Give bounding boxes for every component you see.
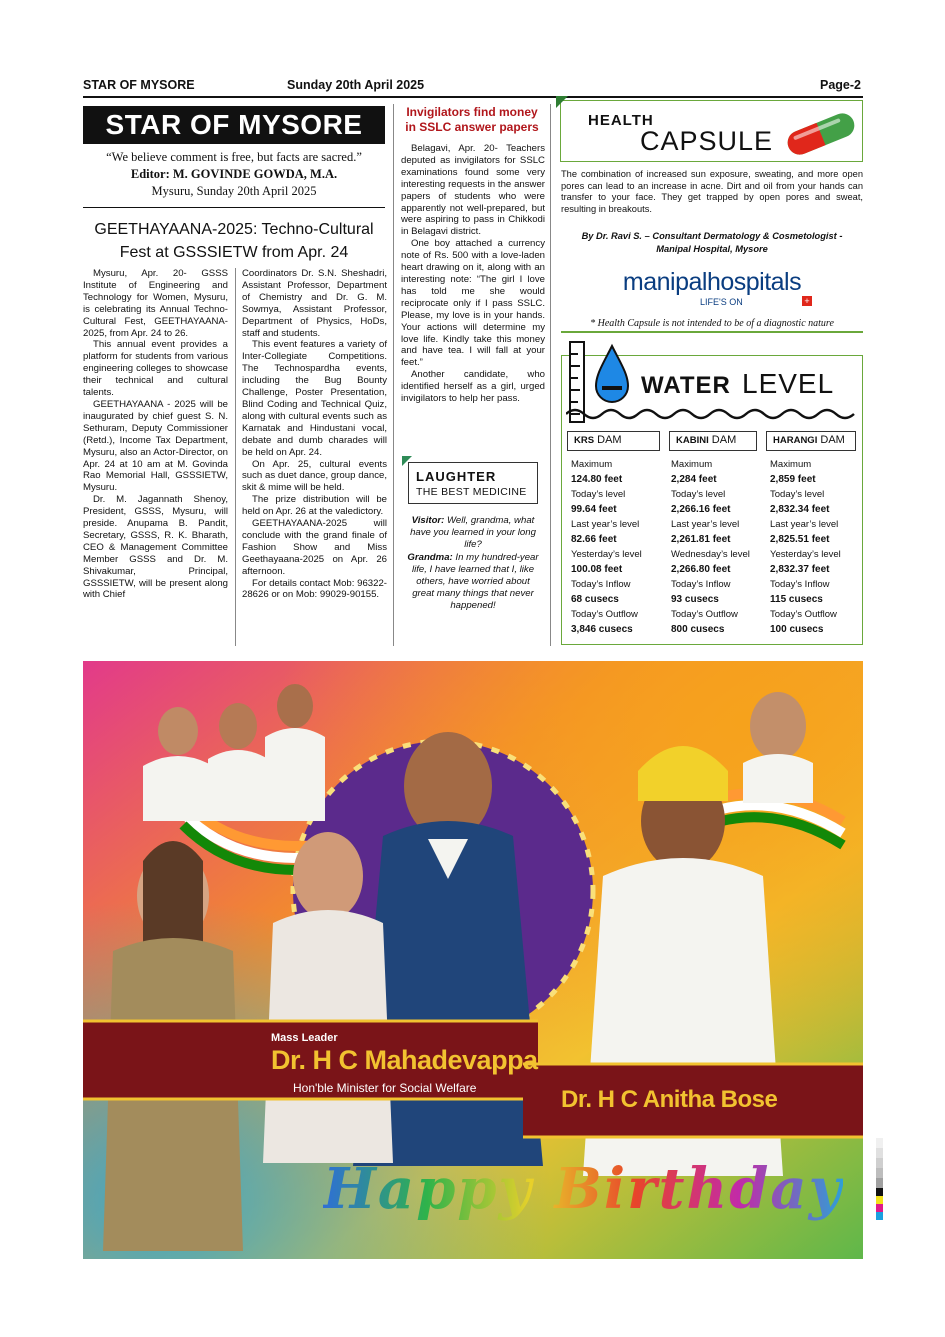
article-paragraph: This event features a variety of Inter-Collegiate Competitions. The Technospardha events, including the Bug Bounty Challenge, Poster Presentation, Blind Coding and Technical Quiz, along with cultural events such as Karnatak and Hindustani vocal, debate and dumb charades will be held on Apr. 24. [242,339,387,458]
dam-row-value: 3,846 cusecs [571,624,633,635]
banner-name: Dr. H C Mahadevappa [271,1045,538,1075]
dam-row-value: 2,266.16 feet [671,504,731,515]
header-rule [83,96,863,98]
dam-row-value: 800 cusecs [671,624,725,635]
dam-row-label: Last year’s level [571,519,640,530]
health-capsule-text: The combination of increased sun exposure, sweating, and more open pores can lead to an increase in acne. Dirt and oil from your hands can transfer to your face. They get trapped by open pores and sweat, resulting in breakouts. [561,169,863,215]
dam-code: KRS [574,435,595,446]
header-page-number: Page-2 [820,78,861,92]
invigilators-headline [399,105,545,135]
dam-row-value: 2,266.80 feet [671,564,731,575]
dam-row-label: Yesterday’s level [770,549,841,560]
manipal-hospitals-logo: manipalhospitals [622,268,802,296]
manipal-tagline: LIFE'S ON [700,297,743,307]
health-capsule-title-health: HEALTH [588,112,654,129]
dam-row-label: Today’s Outflow [770,609,837,620]
dam-row-label: Today’s level [671,489,726,500]
column-divider [393,104,394,646]
dam-suffix: DAM [711,434,737,446]
geethayaana-headline [83,218,385,264]
invigilators-headline-line1: Invigilators find money [406,105,538,119]
dam-row-value: 100 cusecs [770,624,824,635]
dam-row-value: 2,859 feet [770,474,816,485]
article-paragraph: The prize distribution will be held on Apr. 26 at the valedictory. [242,494,387,518]
laughter-joke [405,515,541,613]
manipal-plus-icon: + [802,296,812,306]
dam-row-label: Today’s level [571,489,626,500]
dam-row-label: Maximum [671,459,713,470]
dam-column-kabini [671,457,763,637]
health-capsule-author [561,230,863,255]
dam-header-krs [567,431,660,451]
dam-row-label: Maximum [571,459,613,470]
article-paragraph: GEETHAYAANA-2025 will conclude with the grand finale of Fashion Show and Miss Geethayaana-2025 on Apr. 26 afternoon. [242,518,387,577]
capsule-pill-icon [780,108,862,160]
article-paragraph: This annual event provides a platform for students from various engineering colleges to showcase their technical and cultural talents. [83,339,228,399]
water-level-title-level: LEVEL [742,368,835,399]
dam-column-krs [571,457,663,637]
column-divider [235,268,236,646]
dam-row-value: 115 cusecs [770,594,823,605]
geethayaana-column-1 [83,268,228,601]
article-paragraph: Coordinators Dr. S.N. Sheshadri, Assistant Professor, Department of Chemistry and Dr. G. M. Sowmya, Assistant Professor, Department of Physics, HoDs, staff and students. [242,268,387,339]
dam-row-label: Last year’s level [770,519,839,530]
dam-row-label: Today’s Inflow [770,579,830,590]
dam-row-value: 99.64 feet [571,504,617,515]
dam-row-value: 100.08 feet [571,564,623,575]
article-paragraph: Belagavi, Apr. 20- Teachers deputed as invigilators for SSLC examinations found some very interesting requests in the answer papers of students who were apparently not well-prepared, but were aspiring to pass in Chikkodi in Belagavi district. [401,143,545,238]
dam-row-value: 2,261.81 feet [671,534,731,545]
health-capsule-title-capsule: CAPSULE [640,126,774,156]
health-capsule-author-line2: Manipal Hospital, Mysore [656,243,768,254]
birthday-banner [83,661,863,1259]
dam-row-label: Today’s Inflow [571,579,631,590]
dam-suffix: DAM [597,434,622,446]
geethayaana-headline-line1: GEETHAYAANA-2025: Techno-Cultural [94,221,374,238]
dam-header-harangi [766,431,856,451]
article-paragraph: For details contact Mob: 96322-28626 or on Mob: 99029-90155. [242,577,387,601]
dam-row-label: Today’s Outflow [571,609,638,620]
article-paragraph: One boy attached a currency note of Rs. 500 with a love-laden heart drawing on it, along with an interesting note: “The girl I love has told me she would reciprocate only if I pass SSLC. Please, my love is in your hands. Your actions will determine my love life. Kindly take this money and have tea. I will fall at your feet.” [401,238,545,369]
water-waves-icon [566,404,858,424]
grandma-text: In my hundred-year life, I have learned that I, like others, have worried about great many things that never happened! [411,551,539,612]
header-paper-name: STAR OF MYSORE [83,78,195,92]
dam-row-label: Last year’s level [671,519,740,530]
masthead-editor: Editor: M. GOVINDE GOWDA, M.A. [130,167,338,181]
health-capsule-corner-accent [556,96,568,108]
print-registration-marks [876,1138,883,1238]
geethayaana-headline-line2: Fest at GSSSIETW from Apr. 24 [119,244,349,261]
dam-column-harangi [770,457,860,637]
banner-kicker: Mass Leader [271,1032,338,1044]
dam-row-value: 2,825.51 feet [770,534,830,545]
dam-row-label: Wednesday’s level [671,549,750,560]
dam-code: HARANGI [773,435,818,446]
banner-name-2: Dr. H C Anitha Bose [561,1086,778,1113]
laughter-subtitle: THE BEST MEDICINE [416,486,527,498]
geethayaana-column-2 [242,268,387,601]
banner-role: Hon'ble Minister for Social Welfare [293,1081,477,1095]
dam-row-label: Yesterday’s level [571,549,642,560]
visitor-label: Visitor: [411,515,445,526]
column-divider [550,104,551,646]
dam-row-label: Today’s Outflow [671,609,738,620]
dam-code: KABINI [676,435,709,446]
dam-row-value: 2,832.34 feet [770,504,830,515]
health-capsule-disclaimer: * Health Capsule is not intended to be of a diagnostic nature [590,318,834,329]
article-paragraph: Mysuru, Apr. 20- GSSS Institute of Engineering and Technology for Women, Mysuru, is celebrating its Annual Techno-Cultural Fest, GEETHAYAANA-2025, from Apr. 24 to 26. [83,268,228,339]
invigilators-article [401,143,545,405]
dam-header-kabini [669,431,757,451]
visitor-text: Well, grandma, what have you learned in your long life? [410,515,536,551]
dam-row-value: 82.66 feet [571,534,617,545]
masthead-dateline: Mysuru, Sunday 20th April 2025 [151,184,317,198]
water-level-title-water: WATER [641,372,731,399]
dam-row-value: 124.80 feet [571,474,623,485]
grandma-label: Grandma: [407,551,453,563]
article-paragraph: Another candidate, who identified herself as a girl, urged invigilators to help her pass. [401,369,545,405]
invigilators-headline-line2: in SSLC answer papers [405,120,539,134]
dam-row-label: Maximum [770,459,812,470]
masthead-quote: “We believe comment is free, but facts are sacred.” [106,150,362,164]
health-capsule-author-line1: By Dr. Ravi S. – Consultant Dermatology & Cosmetologist - [581,231,843,241]
dam-row-label: Today’s level [770,489,825,500]
article-paragraph: On Apr. 25, cultural events such as duet dance, group dance, skit & mime will be held. [242,458,387,494]
dam-row-value: 68 cusecs [571,594,619,605]
health-capsule-rule [561,331,863,333]
dam-row-label: Today’s Inflow [671,579,731,590]
article-paragraph: Dr. M. Jagannath Shenoy, President, GSSS, Mysuru, will preside. Anupama B. Pandit, Secretary, GSSS, R. K. Bharath, CEO & Management Committee Member GSSS and Dr. M. Shivakumar, Principal, GSSSIETW, will be present along with Chief [83,494,228,601]
laughter-title: LAUGHTER [416,469,497,484]
masthead-rule [83,207,385,208]
dam-suffix: DAM [820,434,845,446]
dam-row-value: 93 cusecs [671,594,719,605]
dam-row-value: 2,832.37 feet [770,564,830,575]
article-paragraph: GEETHAYAANA - 2025 will be inaugurated by chief guest S. N. Sethuram, Deputy Commissioner (Retd.), Income Tax Department, Mysuru, also an Actor-Director, on Apr. 24 at 10 am at M. Govinda Rao Memorial Hall, GSSSIETW, Mysuru. [83,398,228,494]
dam-row-value: 2,284 feet [671,474,717,485]
header-date: Sunday 20th April 2025 [287,78,425,92]
masthead-title: STAR OF MYSORE [83,106,385,144]
banner-greeting: Happy Birthday [323,1156,844,1222]
